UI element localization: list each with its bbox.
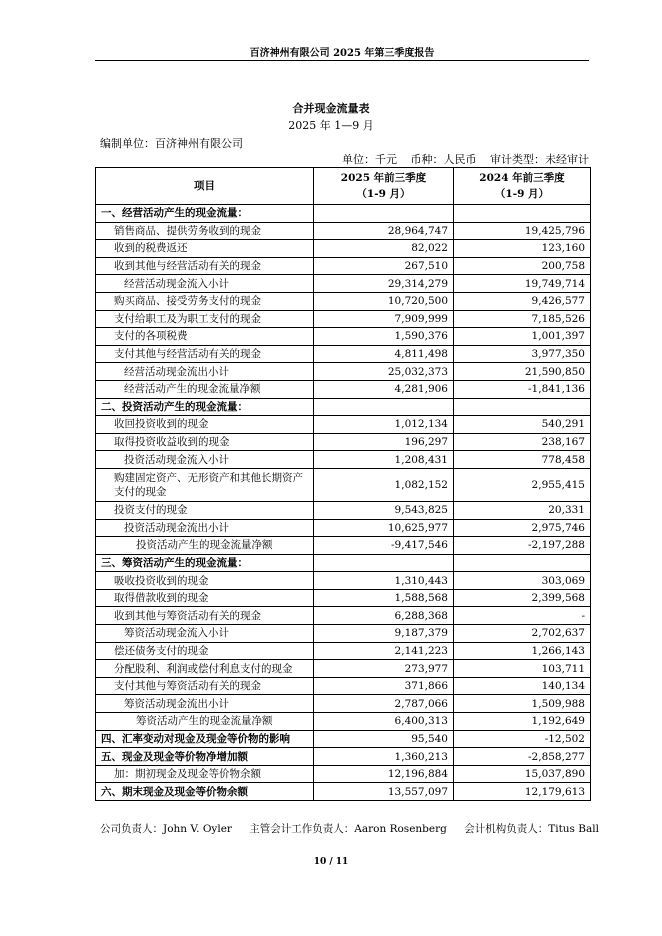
prior-period-range: （1-9 月） xyxy=(494,188,550,200)
prior-period-column-header xyxy=(454,168,591,205)
current-period-value: 1,588,568 xyxy=(314,589,454,607)
prior-period-value: 1,509,988 xyxy=(454,695,591,713)
prior-period-value: 238,167 xyxy=(454,433,591,451)
table-row xyxy=(96,695,591,713)
row-label: 支付其他与筹资活动有关的现金 xyxy=(96,677,314,695)
table-section-row xyxy=(96,205,591,223)
audit-label: 审计类型：未经审计 xyxy=(490,153,589,166)
cash-flow-table xyxy=(95,167,591,801)
table-row xyxy=(96,677,591,695)
unit-label: 单位：千元 xyxy=(342,153,397,166)
prior-period-value: 778,458 xyxy=(454,451,591,469)
prior-period-value xyxy=(454,398,591,416)
prior-period-value: -2,858,277 xyxy=(454,748,591,766)
table-row xyxy=(96,607,591,625)
table-section-row xyxy=(96,748,591,766)
prior-period-value: 140,134 xyxy=(454,677,591,695)
prior-period-value: -1,841,136 xyxy=(454,380,591,398)
table-section-row xyxy=(96,398,591,416)
current-period-value xyxy=(314,205,454,223)
row-label: 筹资活动现金流出小计 xyxy=(96,695,314,713)
table-row xyxy=(96,572,591,590)
table-row xyxy=(96,275,591,293)
table-row xyxy=(96,765,591,783)
row-label: 五、现金及现金等价物净增加额 xyxy=(96,748,314,766)
table-row xyxy=(96,625,591,643)
prior-period-value: 200,758 xyxy=(454,257,591,275)
prior-period-value: 103,711 xyxy=(454,660,591,678)
current-period-value: 1,310,443 xyxy=(314,572,454,590)
row-label: 购买商品、接受劳务支付的现金 xyxy=(96,292,314,310)
table-header-row xyxy=(96,168,591,205)
prior-period-value: 15,037,890 xyxy=(454,765,591,783)
accounting-dept-head: 会计机构负责人：Titus Ball xyxy=(464,823,599,835)
prior-period-value: 7,185,526 xyxy=(454,310,591,328)
row-label: 一、经营活动产生的现金流量： xyxy=(96,205,314,223)
prior-period-value: 123,160 xyxy=(454,240,591,258)
table-row xyxy=(96,222,591,240)
current-period-value: 4,811,498 xyxy=(314,345,454,363)
prior-period-value: 2,975,746 xyxy=(454,519,591,537)
prior-period-value: 3,977,350 xyxy=(454,345,591,363)
row-label: 取得投资收益收到的现金 xyxy=(96,433,314,451)
statement-period: 2025 年 1—9 月 xyxy=(288,119,374,132)
row-label: 筹资活动产生的现金流量净额 xyxy=(96,713,314,731)
prior-period-value: 19,749,714 xyxy=(454,275,591,293)
current-period-value: -9,417,546 xyxy=(314,537,454,555)
current-period-value: 4,281,906 xyxy=(314,380,454,398)
row-label: 收回投资收到的现金 xyxy=(96,416,314,434)
prior-period-value: 1,266,143 xyxy=(454,642,591,660)
table-row xyxy=(96,310,591,328)
prior-period-value xyxy=(454,554,591,572)
current-period-value: 13,557,097 xyxy=(314,783,454,801)
current-period-value: 9,543,825 xyxy=(314,501,454,519)
current-period-value: 10,625,977 xyxy=(314,519,454,537)
company-head: 公司负责人：John V. Oyler xyxy=(100,823,232,835)
current-period-value: 267,510 xyxy=(314,257,454,275)
current-period-value: 2,141,223 xyxy=(314,642,454,660)
row-label: 支付的各项税费 xyxy=(96,328,314,346)
row-label: 投资活动现金流出小计 xyxy=(96,519,314,537)
accounting-head: 主管会计工作负责人：Aaron Rosenberg xyxy=(249,823,447,835)
prior-period-value: -12,502 xyxy=(454,730,591,748)
prior-period-value: -2,197,288 xyxy=(454,537,591,555)
preparing-company: 编制单位：百济神州有限公司 xyxy=(100,137,243,150)
row-label: 购建固定资产、无形资产和其他长期资产支付的现金 xyxy=(96,468,314,501)
prior-period-value: 1,192,649 xyxy=(454,713,591,731)
current-period-column-header xyxy=(314,168,454,205)
item-column-header: 项目 xyxy=(96,168,314,205)
row-label: 筹资活动现金流入小计 xyxy=(96,625,314,643)
table-row xyxy=(96,292,591,310)
current-period-value: 1,082,152 xyxy=(314,468,454,501)
current-period-value: 2,787,066 xyxy=(314,695,454,713)
current-period-value: 6,288,368 xyxy=(314,607,454,625)
prior-period-value: 21,590,850 xyxy=(454,363,591,381)
row-label: 分配股利、利润或偿付利息支付的现金 xyxy=(96,660,314,678)
current-period-value: 1,208,431 xyxy=(314,451,454,469)
table-row xyxy=(96,363,591,381)
current-period-value: 1,590,376 xyxy=(314,328,454,346)
current-period-value: 12,196,884 xyxy=(314,765,454,783)
prior-period-value: 9,426,577 xyxy=(454,292,591,310)
table-row xyxy=(96,713,591,731)
current-period-value: 7,909,999 xyxy=(314,310,454,328)
statement-meta xyxy=(332,151,589,167)
row-label: 支付其他与经营活动有关的现金 xyxy=(96,345,314,363)
prior-period-value: 1,001,397 xyxy=(454,328,591,346)
row-label: 六、期末现金及现金等价物余额 xyxy=(96,783,314,801)
current-period-value: 6,400,313 xyxy=(314,713,454,731)
table-section-row xyxy=(96,554,591,572)
row-label: 收到其他与筹资活动有关的现金 xyxy=(96,607,314,625)
table-section-row xyxy=(96,730,591,748)
current-period-value: 273,977 xyxy=(314,660,454,678)
current-period-value xyxy=(314,554,454,572)
row-label: 经营活动产生的现金流量净额 xyxy=(96,380,314,398)
row-label: 经营活动现金流入小计 xyxy=(96,275,314,293)
row-label: 销售商品、提供劳务收到的现金 xyxy=(96,222,314,240)
table-section-row xyxy=(96,783,591,801)
current-period-value: 29,314,279 xyxy=(314,275,454,293)
row-label: 支付给职工及为职工支付的现金 xyxy=(96,310,314,328)
table-row xyxy=(96,240,591,258)
table-row xyxy=(96,519,591,537)
prior-period-value: - xyxy=(454,607,591,625)
table-row xyxy=(96,416,591,434)
row-label: 吸收投资收到的现金 xyxy=(96,572,314,590)
table-row xyxy=(96,257,591,275)
row-label: 投资支付的现金 xyxy=(96,501,314,519)
prior-period-value xyxy=(454,205,591,223)
signature-footer xyxy=(100,821,613,836)
row-label: 经营活动现金流出小计 xyxy=(96,363,314,381)
table-row xyxy=(96,537,591,555)
table-row xyxy=(96,589,591,607)
current-period-range: （1-9 月） xyxy=(356,188,411,200)
current-period-value: 10,720,500 xyxy=(314,292,454,310)
table-row xyxy=(96,468,591,501)
current-period-value: 82,022 xyxy=(314,240,454,258)
table-row xyxy=(96,451,591,469)
row-label: 收到的税费返还 xyxy=(96,240,314,258)
table-row xyxy=(96,345,591,363)
current-period-value: 196,297 xyxy=(314,433,454,451)
row-label: 三、筹资活动产生的现金流量： xyxy=(96,554,314,572)
table-row xyxy=(96,328,591,346)
row-label: 四、汇率变动对现金及现金等价物的影响 xyxy=(96,730,314,748)
table-row xyxy=(96,380,591,398)
table-row xyxy=(96,501,591,519)
table-row xyxy=(96,642,591,660)
current-period-value: 28,964,747 xyxy=(314,222,454,240)
current-period-value xyxy=(314,398,454,416)
row-label: 二、投资活动产生的现金流量： xyxy=(96,398,314,416)
row-label: 收到其他与经营活动有关的现金 xyxy=(96,257,314,275)
report-header: 百济神州有限公司 2025 年第三季度报告 xyxy=(249,48,435,59)
current-period-title: 2025 年前三季度 xyxy=(340,172,427,184)
current-period-value: 371,866 xyxy=(314,677,454,695)
table-row xyxy=(96,433,591,451)
prior-period-value: 12,179,613 xyxy=(454,783,591,801)
row-label: 取得借款收到的现金 xyxy=(96,589,314,607)
header-rule xyxy=(95,60,589,61)
statement-title: 合并现金流量表 xyxy=(292,102,370,115)
prior-period-value: 303,069 xyxy=(454,572,591,590)
table-row xyxy=(96,660,591,678)
prior-period-value: 540,291 xyxy=(454,416,591,434)
currency-label: 币种：人民币 xyxy=(410,153,477,166)
current-period-value: 1,012,134 xyxy=(314,416,454,434)
prior-period-value: 2,702,637 xyxy=(454,625,591,643)
prior-period-value: 19,425,796 xyxy=(454,222,591,240)
prior-period-value: 20,331 xyxy=(454,501,591,519)
current-period-value: 9,187,379 xyxy=(314,625,454,643)
prior-period-title: 2024 年前三季度 xyxy=(479,172,565,184)
prior-period-value: 2,955,415 xyxy=(454,468,591,501)
page-number: 10 / 11 xyxy=(313,857,349,867)
current-period-value: 1,360,213 xyxy=(314,748,454,766)
prior-period-value: 2,399,568 xyxy=(454,589,591,607)
row-label: 投资活动现金流入小计 xyxy=(96,451,314,469)
current-period-value: 95,540 xyxy=(314,730,454,748)
row-label: 加：期初现金及现金等价物余额 xyxy=(96,765,314,783)
current-period-value: 25,032,373 xyxy=(314,363,454,381)
row-label: 偿还债务支付的现金 xyxy=(96,642,314,660)
row-label: 投资活动产生的现金流量净额 xyxy=(96,537,314,555)
